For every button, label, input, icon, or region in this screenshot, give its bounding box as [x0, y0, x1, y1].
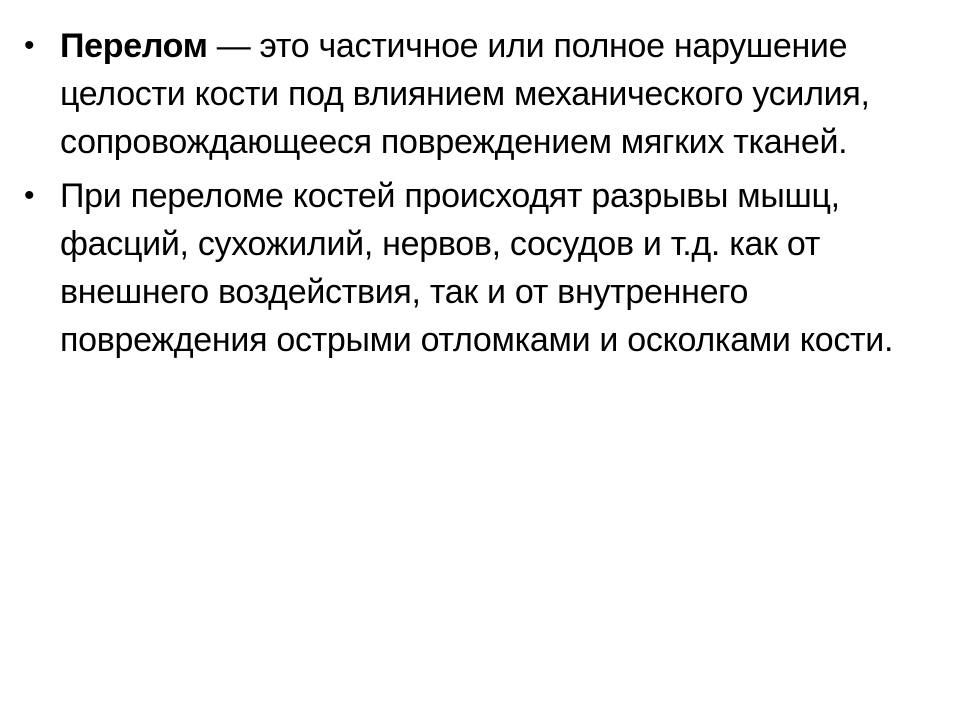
- definition-text: — это частичное или полное нарушение целости кости под влиянием механического усилия, сопровождающееся повреждением мягких тканей.: [60, 27, 870, 161]
- bullet-icon: •: [24, 29, 35, 62]
- consequences-text: При переломе костей происходят разрывы мышц, фасций, сухожилий, нервов, сосудов и т.д. как от внешнего воздействия, так и от внутреннего повреждения острыми отломками и осколками кости.: [60, 177, 894, 359]
- bullet-list: [24, 22, 936, 370]
- bullet-item-consequences: [24, 172, 936, 364]
- bullet-item-definition: [24, 22, 936, 166]
- bullet-icon: •: [24, 179, 35, 212]
- term-fracture: Перелом: [60, 27, 208, 65]
